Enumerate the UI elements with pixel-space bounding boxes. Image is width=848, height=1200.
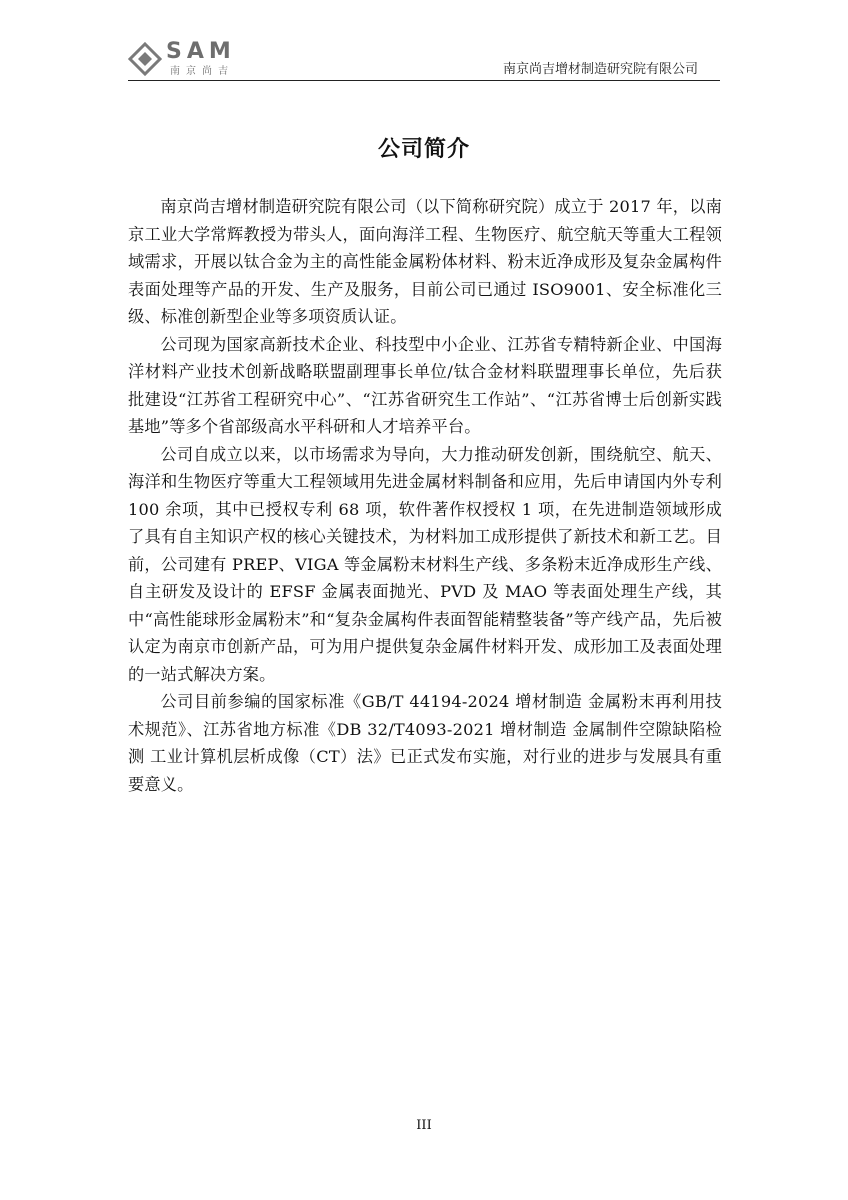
logo-subtext: 南京尚吉 <box>170 66 234 77</box>
company-logo <box>128 40 268 80</box>
logo-diamond-icon <box>128 42 162 76</box>
body-content <box>128 193 722 798</box>
page-number: III <box>416 1118 432 1133</box>
paragraph-1: 南京尚吉增材制造研究院有限公司（以下简称研究院）成立于 2017 年，以南京工业大学常辉教授为带头人，面向海洋工程、生物医疗、航空航天等重大工程领域需求，开展以钛合金为主的高性能金属粉体材料、粉末近净成形及复杂金属构件表面处理等产品的开发、生产及服务，目前公司已通过 ISO9001、安全标准化三级、标准创新型企业等多项资质认证。 <box>128 197 722 326</box>
page-title: 公司简介 <box>377 137 470 162</box>
page-header <box>128 36 720 81</box>
header-company-name: 南京尚吉增材制造研究院有限公司 <box>502 62 698 77</box>
paragraph-3: 公司自成立以来，以市场需求为导向，大力推动研发创新，围绕航空、航天、海洋和生物医疗等重大工程领域用先进金属材料制备和应用，先后申请国内外专利 100 余项，其中已授权专利 68 项，软件著作权授权 1 项，在先进制造领域形成了具有自主知识产权的核心关键技术，为材料加工成形提供了新技术和新工艺。目前，公司建有 PREP、VIGA 等金属粉末材料生产线、多条粉末近净成形生产线、自主研发及设计的 EFSF 金属表面抛光、PVD 及 MAO 等表面处理生产线，其中“高性能球形金属粉末”和“复杂金属构件表面智能精整装备”等产线产品，先后被认定为南京市创新产品，可为用户提供复杂金属件材料开发、成形加工及表面处理的一站式解决方案。 <box>128 444 722 684</box>
paragraph-2: 公司现为国家高新技术企业、科技型中小企业、江苏省专精特新企业、中国海洋材料产业技术创新战略联盟副理事长单位/钛合金材料联盟理事长单位，先后获批建设“江苏省工程研究中心”、“江苏省研究生工作站”、“江苏省博士后创新实践基地”等多个省部级高水平科研和人才培养平台。 <box>128 334 722 436</box>
logo-text: SAM <box>166 39 236 64</box>
paragraph-4: 公司目前参编的国家标准《GB/T 44194-2024 增材制造 金属粉末再利用技术规范》、江苏省地方标准《DB 32/T4093-2021 增材制造 金属制件空隙缺陷检测 工业计算机层析成像（CT）法》已正式发布实施，对行业的进步与发展具有重要意义。 <box>128 692 722 794</box>
